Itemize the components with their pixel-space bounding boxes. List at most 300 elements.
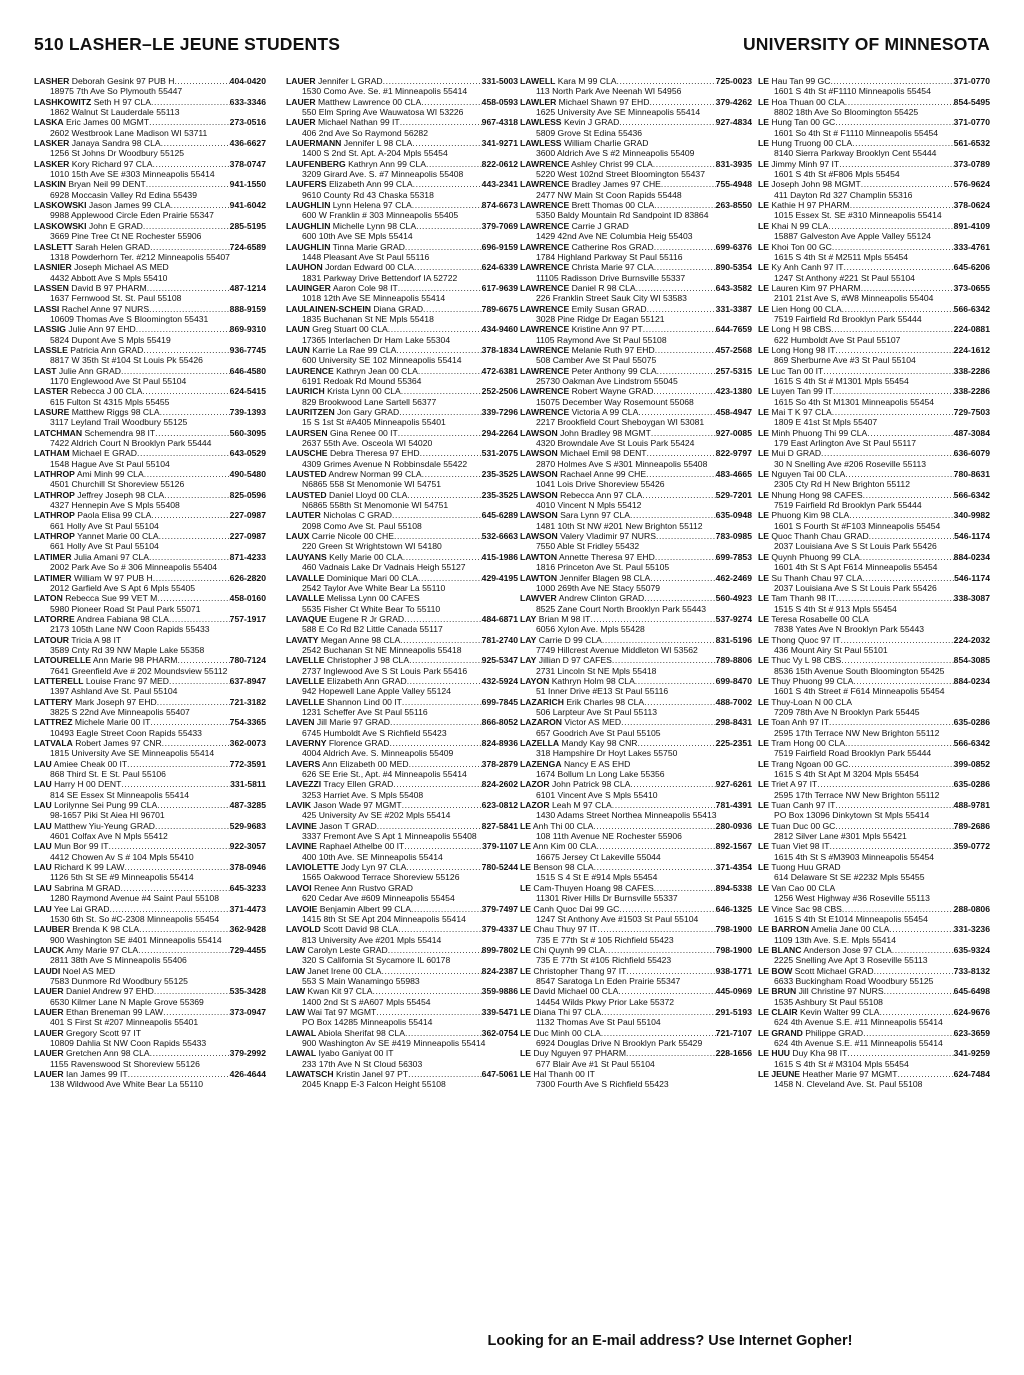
entry-phone: 235-3525: [481, 489, 518, 500]
entry-name-block: [758, 386, 833, 396]
entry-address: 1481 10th St NW #201 New Brighton 55112: [536, 520, 703, 531]
entry-line: [34, 510, 266, 520]
entry-address: 1815 University Ave SE Minneapolis 55414: [50, 748, 215, 759]
entry-surname: LAVOLD: [286, 924, 321, 935]
entry-surname: LE: [758, 303, 769, 314]
entry-address: 15887 Galveston Ave Apple Valley 55124: [774, 231, 931, 242]
entry-name-block: [34, 490, 164, 500]
directory-entry: [286, 490, 518, 511]
entry-surname: LAWLESS: [520, 138, 562, 149]
entry-phone: 854-3085: [953, 655, 990, 666]
entry-address: 1548 Hague Ave St Paul 55104: [50, 458, 170, 469]
entry-address: 2002 Park Ave So # 306 Minneapolis 55404: [50, 562, 218, 573]
entry-name-block: [758, 635, 841, 645]
entry-phone: 340-9982: [953, 510, 990, 521]
entry-name-block: [520, 573, 650, 583]
entry-phone: 891-4109: [953, 220, 990, 231]
leader-dots: [646, 469, 716, 479]
leader-dots: [879, 1007, 953, 1017]
entry-details: Kathryn Jean 00 CLA: [336, 365, 418, 376]
entry-phone: 263-8550: [715, 200, 752, 211]
entry-details: Benson 98 CLA: [533, 862, 594, 873]
directory-entry: [286, 821, 518, 842]
entry-address: 15 S 1st St #A405 Minneapolis 55401: [302, 417, 446, 428]
entry-name-block: [286, 593, 420, 603]
entry-details: Joseph Michael AS MED: [74, 262, 169, 273]
entry-name-block: [758, 428, 867, 438]
entry-name-block: [520, 862, 594, 872]
entry-phone: 617-9639: [481, 282, 518, 293]
entry-name-block: [520, 407, 638, 417]
leader-dots: [412, 138, 481, 148]
entry-phone: 458-0593: [481, 96, 518, 107]
entry-line: [758, 469, 990, 479]
entry-address: 17365 Interlachen Dr Ham Lake 55304: [302, 334, 451, 345]
entry-phone: 699-6376: [715, 241, 752, 252]
entry-address: 1280 Raymond Avenue #4 Saint Paul 55108: [50, 893, 219, 904]
entry-details: Tuan Viet 98 IT: [771, 841, 830, 852]
entry-line: [520, 800, 752, 810]
entry-phone: 647-5061: [481, 1069, 518, 1079]
entry-surname: LE: [758, 407, 769, 417]
leader-dots: [409, 759, 482, 769]
directory-entry: [758, 841, 990, 862]
entry-details: Robert Wayne GRAD: [571, 386, 654, 397]
entry-line: [520, 448, 752, 458]
entry-name-block: [520, 697, 644, 707]
entry-address: 1535 Ashbury St Paul 55108: [774, 996, 883, 1007]
leader-dots: [121, 779, 230, 789]
leader-dots: [657, 366, 716, 376]
entry-address: 2811 38th Ave S Minneapolis 55406: [50, 955, 187, 966]
entry-address: 1615 S 4th St Apt M 3204 Mpls 55454: [774, 769, 919, 780]
entry-line: [758, 821, 990, 831]
leader-dots: [376, 1007, 481, 1017]
entry-address: 15075 December Way Rosemount 55068: [536, 396, 694, 407]
entry-details: Mui D GRAD: [771, 448, 822, 459]
directory-entry: [34, 324, 266, 345]
entry-name-block: [520, 531, 656, 541]
entry-phone: 529-7201: [715, 489, 752, 500]
entry-phone: 888-9159: [229, 303, 266, 314]
entry-phone: 869-9310: [229, 324, 266, 335]
entry-line: [520, 221, 752, 231]
entry-line: [520, 573, 752, 583]
entry-name-block: [520, 242, 654, 252]
entry-address: 425 University Av SE #202 Mpls 55414: [302, 810, 451, 821]
entry-address: 1126 5th St SE #9 Minneapolis 55414: [50, 872, 194, 883]
leader-dots: [649, 97, 715, 107]
entry-name-block: [34, 179, 146, 189]
entry-address: 1601 S Fourth St #F103 Minneapolis 55454: [774, 520, 941, 531]
entry-line: [758, 324, 990, 334]
entry-address: 1256 West Highway #36 Roseville 55113: [774, 893, 930, 904]
entry-line: [520, 655, 752, 665]
entry-name-block: [286, 407, 399, 417]
entry-phone: 772-3591: [229, 758, 266, 769]
entry-line: [520, 407, 752, 417]
directory-entry: [520, 117, 752, 138]
entry-name-block: [520, 779, 630, 789]
entry-surname: LE: [758, 696, 769, 707]
directory-entry: [520, 904, 752, 925]
leader-dots: [852, 138, 954, 148]
entry-name-block: [520, 841, 596, 851]
entry-details: Anderson Jose 97 CLA: [803, 944, 892, 955]
entry-address: 2542 Buchanan St NE Minneapolis 55418: [302, 644, 462, 655]
entry-details: Jason James 99 CLA: [88, 200, 171, 211]
entry-line: [758, 717, 990, 727]
entry-details: Rachael Anne 99 CHE: [560, 469, 647, 480]
directory-entry: [520, 1007, 752, 1028]
leader-dots: [163, 1007, 230, 1017]
entry-surname: LAWLER: [520, 96, 557, 107]
entry-details: Heather Marie 97 MGMT: [802, 1069, 898, 1079]
entry-line: [758, 738, 990, 748]
directory-entry: [34, 779, 266, 800]
directory-entry: [520, 366, 752, 387]
entry-details: Su Thanh Chau 97 CLA: [771, 572, 863, 583]
entry-details: Gretchen Ann 98 CLA: [66, 1048, 150, 1059]
entry-address: 1809 E 41st St Mpls 55407: [774, 417, 878, 428]
entry-line: [286, 386, 518, 396]
entry-surname: LAWELL: [520, 76, 556, 86]
entry-details: Hoa Thuan 00 CLA: [771, 96, 845, 107]
entry-line: [34, 904, 266, 914]
entry-phone: 235-3525: [481, 469, 518, 480]
entry-name-block: [286, 552, 403, 562]
entry-address: 2037 Louisiana Ave S St Louis Park 55426: [774, 582, 937, 593]
entry-details: Louise Franc 97 MED: [85, 675, 169, 686]
entry-name-block: [520, 904, 619, 914]
entry-surname: LE: [758, 96, 769, 107]
entry-surname: LE: [758, 510, 769, 521]
entry-line: [758, 779, 990, 789]
entry-surname: LE: [520, 903, 531, 914]
entry-name-block: [34, 324, 136, 334]
entry-name-block: [286, 841, 404, 851]
entry-surname: LE: [758, 220, 769, 231]
entry-phone: 576-9624: [953, 179, 990, 190]
entry-name-block: [758, 117, 835, 127]
entry-details: Aaron Cole 98 IT: [332, 282, 398, 293]
directory-entry: [286, 386, 518, 407]
entry-address: 600 W Franklin # 303 Minneapolis 55405: [302, 210, 459, 221]
directory-entry: [520, 386, 752, 407]
entry-line: [758, 883, 990, 893]
entry-surname: LAVOIE: [286, 903, 318, 914]
leader-dots: [605, 945, 716, 955]
entry-details: Rachel Anne 97 NURS: [61, 303, 150, 314]
directory-column-2: [286, 76, 518, 1090]
directory-entry: [758, 242, 990, 263]
entry-address: 4309 Grimes Avenue N Robbinsdale 55422: [302, 458, 468, 469]
directory-entry: [520, 407, 752, 428]
entry-surname: LE BOW: [758, 965, 793, 976]
entry-phone: 725-0023: [715, 76, 752, 86]
entry-details: Khai N 99 CLA: [771, 220, 829, 231]
entry-surname: LAURITZEN: [286, 407, 335, 417]
entry-phone: 871-4233: [229, 551, 266, 562]
entry-surname: LATOURELLE: [34, 655, 91, 666]
entry-line: [758, 635, 990, 645]
entry-phone: 789-6675: [481, 303, 518, 314]
directory-entry: [34, 283, 266, 304]
directory-entry: [34, 738, 266, 759]
entry-details: William Charlie GRAD: [563, 138, 649, 149]
entry-name-block: [286, 428, 398, 438]
leader-dots: [162, 738, 230, 748]
leader-dots: [655, 345, 716, 355]
entry-surname: LAWRENCE: [520, 158, 570, 169]
directory-entry: [520, 573, 752, 594]
entry-name-block: [286, 676, 407, 686]
leader-dots: [155, 428, 230, 438]
leader-dots: [146, 179, 230, 189]
entry-phone: 371-4473: [229, 903, 266, 914]
directory-entry: [34, 304, 266, 325]
entry-phone: 866-8052: [481, 717, 518, 728]
leader-dots: [400, 117, 482, 127]
entry-line: [520, 117, 752, 127]
directory-entry: [286, 510, 518, 531]
entry-phone: 273-0516: [229, 117, 266, 128]
entry-surname: LATTERY: [34, 696, 73, 707]
entry-address: 1170 Englewood Ave St Paul 55104: [50, 375, 187, 386]
entry-details: Michelle Lynn 98 CLA: [332, 220, 417, 231]
entry-name-block: [520, 1028, 601, 1038]
entry-address: PO Box 13096 Dinkytown St Mpls 55414: [774, 810, 930, 821]
entry-address: N6865 558 St Menomonie WI 54751: [302, 479, 442, 490]
directory-entry: [520, 531, 752, 552]
entry-surname: LASTER: [34, 386, 69, 397]
entry-line: [520, 593, 752, 603]
entry-phone: 927-0085: [715, 427, 752, 438]
entry-address: PO Box 14285 Minneapolis 55414: [302, 1017, 433, 1028]
entry-name-block: [286, 635, 400, 645]
entry-line: [34, 717, 266, 727]
entry-details: Lauren Kim 97 PHARM: [771, 282, 861, 293]
directory-entry: [286, 76, 518, 97]
entry-phone: 434-9460: [481, 324, 518, 335]
entry-surname: LAUER: [34, 1006, 64, 1017]
entry-phone: 227-0987: [229, 510, 266, 521]
entry-name-block: [758, 531, 869, 541]
entry-line: [34, 200, 266, 210]
entry-phone: 225-2351: [715, 738, 752, 748]
entry-line: [286, 138, 518, 148]
leader-dots: [405, 242, 482, 252]
entry-surname: LE: [758, 903, 769, 914]
entry-surname: LATVALA: [34, 738, 73, 748]
entry-name-block: [758, 407, 832, 417]
leader-dots: [404, 614, 482, 624]
entry-line: [520, 345, 752, 355]
directory-entry: [286, 366, 518, 387]
leader-dots: [416, 221, 482, 231]
entry-name-block: [758, 800, 835, 810]
entry-address: 588 E Co Rd B2 Little Canada 55117: [302, 624, 443, 635]
leader-dots: [590, 614, 715, 624]
entry-details: Yannet Marie 00 CLA: [77, 531, 159, 542]
entry-surname: LAWRENCE: [520, 344, 570, 355]
entry-surname: LE: [520, 924, 531, 935]
entry-name-block: [34, 945, 138, 955]
entry-line: [286, 986, 518, 996]
entry-address: 2637 55th Ave. Osceola WI 54020: [302, 438, 433, 449]
entry-name-block: [34, 428, 155, 438]
entry-name-block: [286, 655, 409, 665]
entry-surname: LAWAL: [286, 1027, 317, 1038]
entry-address: 1041 Lois Drive Shoreview 55426: [536, 479, 665, 490]
leader-dots: [889, 924, 953, 934]
entry-surname: LASKOWSKI: [34, 220, 87, 231]
entry-phone: 789-8806: [715, 655, 752, 666]
entry-details: Emily Susan GRAD: [571, 303, 647, 314]
entry-details: Thuc Vy L 98 CBS: [771, 655, 842, 666]
entry-line: [286, 655, 518, 665]
entry-address: 1448 Pleasant Ave St Paul 55116: [302, 251, 430, 262]
entry-name-block: [34, 366, 121, 376]
entry-phone: 359-9886: [481, 986, 518, 997]
entry-address: 1015 Essex St. SE #310 Minneapolis 55414: [774, 210, 942, 221]
leader-dots: [842, 304, 954, 314]
leader-dots: [121, 366, 230, 376]
entry-surname: LAWAL: [286, 1048, 317, 1059]
entry-address: 18975 7th Ave So Plymouth 55447: [50, 86, 183, 97]
directory-entry: [34, 924, 266, 945]
entry-details: Thong Quoc 97 IT: [771, 634, 841, 645]
entry-details: Andrew Norman 99 CLA: [328, 469, 422, 480]
entry-surname: LAVELLE: [286, 696, 325, 707]
entry-phone: 624-5415: [229, 386, 266, 397]
leader-dots: [626, 966, 715, 976]
entry-name-block: [34, 717, 150, 727]
entry-details: Valery Vladimir 97 NURS: [560, 531, 656, 542]
directory-entry: [520, 324, 752, 345]
directory-entry: [286, 283, 518, 304]
entry-name-block: [34, 924, 139, 934]
entry-phone: 252-2506: [481, 386, 518, 397]
entry-line: [758, 924, 990, 934]
entry-line: [286, 1048, 518, 1058]
entry-name-block: [34, 614, 169, 624]
directory-entry: [520, 97, 752, 118]
entry-address: 10809 Dahlia St NW Coon Rapids 55433: [50, 1037, 207, 1048]
entry-details: Patricia Ann GRAD: [70, 344, 144, 355]
entry-name-block: [286, 531, 394, 541]
entry-name-block: [520, 966, 626, 976]
entry-name-block: [520, 1069, 595, 1079]
entry-surname: LAU: [34, 758, 52, 769]
entry-address: 6056 Xylon Ave. Mpls 55428: [536, 624, 645, 635]
entry-name-block: [520, 800, 612, 810]
directory-entry: [286, 448, 518, 469]
entry-address: 9988 Applewood Circle Eden Prairie 55347: [50, 210, 214, 221]
entry-address: 624 4th Avenue S.E. #11 Minneapolis 55414: [774, 1037, 943, 1048]
entry-line: [286, 490, 518, 500]
leader-dots: [377, 821, 482, 831]
directory-entry: [758, 883, 990, 904]
entry-phone: 941-1550: [229, 179, 266, 190]
entry-line: [34, 593, 266, 603]
entry-address: 2045 Knapp E-3 Falcon Height 55108: [302, 1079, 446, 1090]
entry-address: 2870 Holmes Ave S #301 Minneapolis 55408: [536, 458, 708, 469]
entry-name-block: [758, 573, 862, 583]
leader-dots: [392, 510, 482, 520]
entry-name-block: [286, 242, 405, 252]
leader-dots: [151, 97, 230, 107]
entry-details: Rebecca Ann 97 CLA: [560, 489, 643, 500]
entry-address: 6101 Vincent Ave S Mpls 55410: [536, 789, 658, 800]
entry-line: [520, 179, 752, 189]
entry-phone: 378-2879: [481, 758, 518, 769]
entry-details: Michael Shawn 97 EHD: [558, 96, 650, 107]
entry-surname: LAWLESS: [520, 117, 562, 128]
entry-name-block: [758, 1028, 863, 1038]
entry-name-block: [286, 159, 426, 169]
entry-address: 1615 4th St S #M3903 Minneapolis 55454: [774, 851, 935, 862]
entry-address: 4601 Colfax Ave N Mpls 55412: [50, 831, 168, 842]
entry-surname: LE: [758, 675, 769, 686]
directory-entry: [34, 904, 266, 925]
entry-address: 460 Vadnais Lake Dr Vadnais Heigh 55127: [302, 562, 466, 573]
entry-line: [758, 904, 990, 914]
entry-details: Kristin Janel 97 PT: [335, 1069, 409, 1079]
entry-details: Deborah Gesink 97 PUB H: [71, 76, 175, 86]
entry-surname: LASKA: [34, 117, 64, 128]
entry-line: [520, 779, 752, 789]
directory-entry: [34, 76, 266, 97]
entry-surname: LATTERELL: [34, 675, 84, 686]
directory-entry: [758, 717, 990, 738]
entry-surname: LE: [758, 282, 769, 293]
entry-details: Ian James 99 IT: [66, 1069, 128, 1079]
entry-phone: 884-0234: [953, 675, 990, 686]
leader-dots: [149, 552, 230, 562]
directory-entry: [758, 614, 990, 635]
page-header-range: 510 LASHER–LE JEUNE STUDENTS: [34, 34, 341, 54]
directory-entry: [286, 159, 518, 180]
entry-address: 615 Fulton St 4315 Mpls 55455: [50, 396, 170, 407]
entry-details: Anh Thi 00 CLA: [532, 820, 594, 831]
leader-dots: [406, 862, 481, 872]
leader-dots: [841, 635, 954, 645]
entry-line: [34, 966, 266, 976]
entry-name-block: [758, 324, 831, 334]
entry-surname: LAVERS: [286, 758, 321, 769]
entry-phone: 780-7124: [229, 655, 266, 666]
entry-address: 942 Hopewell Lane Apple Valley 55124: [302, 686, 451, 697]
entry-details: Janaya Sandra 98 CLA: [71, 138, 161, 149]
leader-dots: [656, 531, 716, 541]
entry-name-block: [286, 179, 413, 189]
leader-dots: [892, 945, 954, 955]
entry-address: 7519 Fairfield Road Brooklyn Park 55444: [774, 748, 932, 759]
entry-details: David B 97 PHARM: [71, 282, 147, 293]
entry-details: Daniel Lloyd 00 CLA: [328, 489, 408, 500]
entry-surname: LAWRENCE: [520, 200, 570, 211]
directory-entry: [758, 552, 990, 573]
entry-line: [34, 262, 266, 272]
entry-surname: LAW: [286, 944, 306, 955]
entry-line: [34, 738, 266, 748]
entry-line: [758, 138, 990, 148]
entry-line: [286, 717, 518, 727]
entry-address: 4501 Churchill St Shoreview 55126: [50, 479, 185, 490]
entry-details: Vince Sac 98 CBS: [771, 903, 842, 914]
directory-entry: [286, 697, 518, 718]
